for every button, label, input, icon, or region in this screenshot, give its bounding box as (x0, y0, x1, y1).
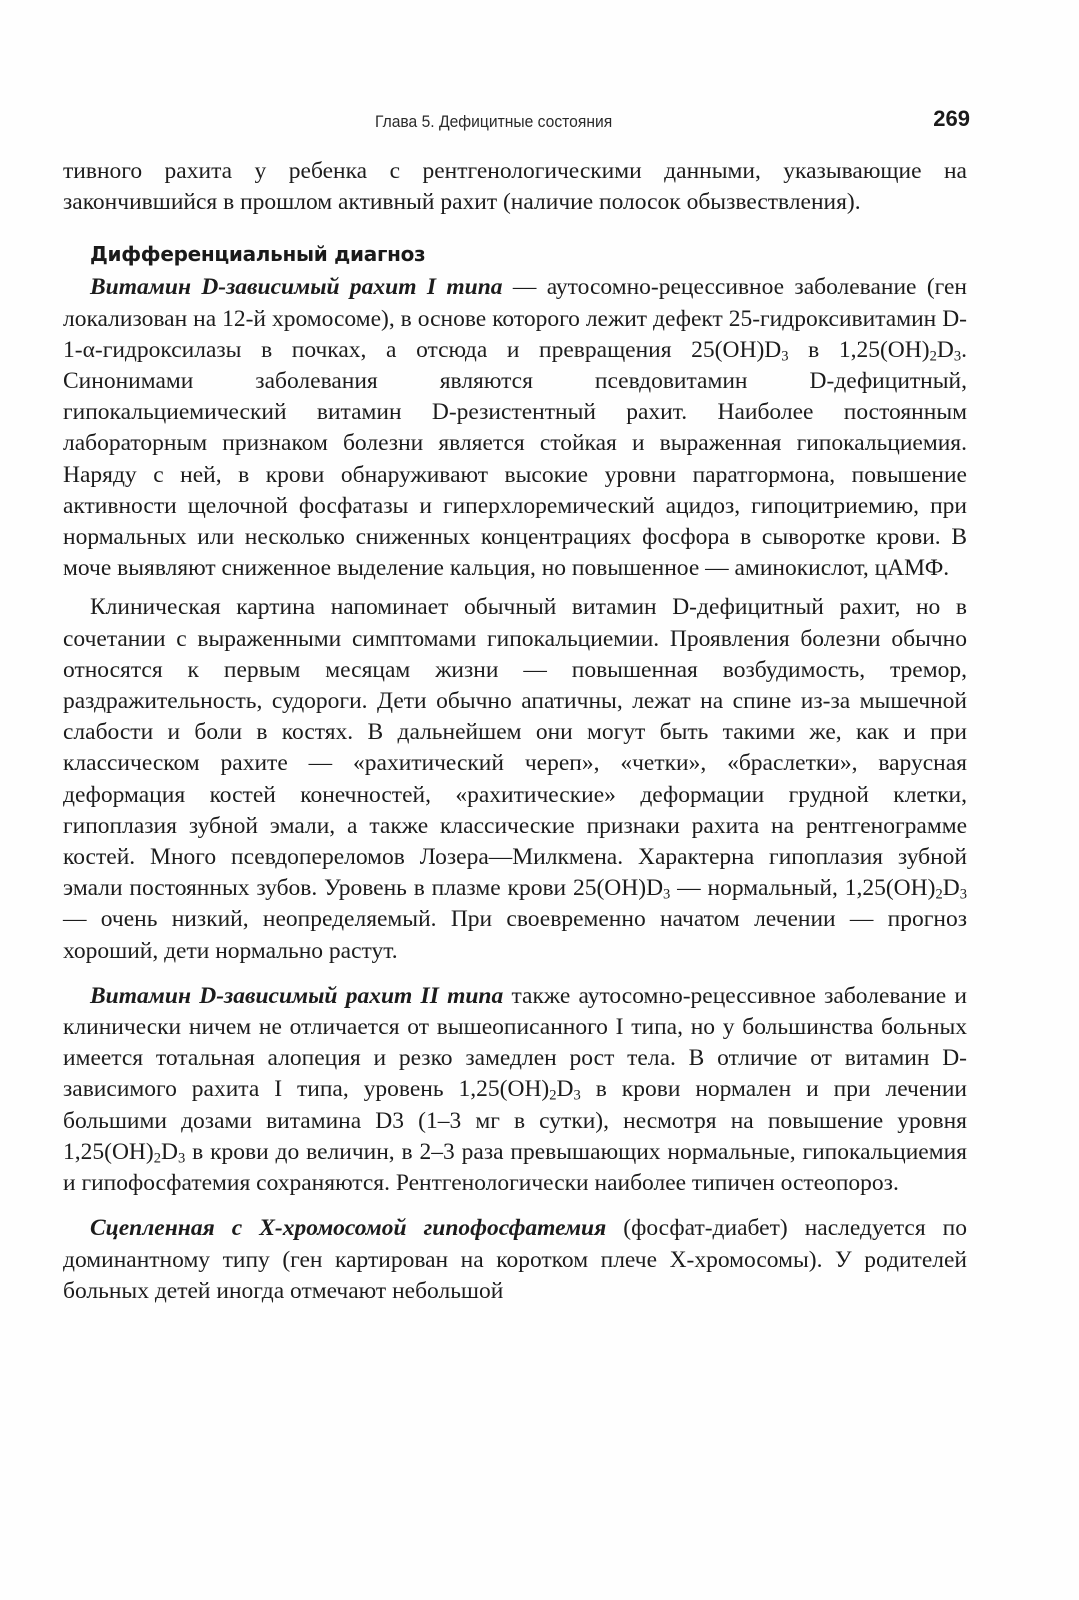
text-run: — аутосомно-рецессивное заболевание (ген локализован на 12-й хромосоме), в основе которого лежит дефект 25-гидроксивитамин D-1-α-гидроксилазы в почках, а отсюда и превращения 25(OH)D (63, 274, 967, 363)
subscript: 3 (959, 886, 967, 903)
paragraph-x-linked-hypophosphatemia (63, 1213, 967, 1307)
text-run: D (556, 1076, 574, 1103)
paragraph-vdr-type2 (63, 981, 967, 1199)
text-run: также аутосомно-рецессивное заболевание и клинически ничем не отличается от вышеописанного I типа, но у большинства больных имеется тотальная алопеция и резко замедлен рост тела. В отличие от витамин D-зависимого рахита I типа, уровень 1,25(OH) (63, 982, 967, 1103)
subscript: 3 (177, 1150, 186, 1167)
text-run: в крови до величин, в 2–3 раза превышающих нормальные, гипокальциемия и гипофосфатемия сохраняются. Рентгенологически наиболее типичен остеопороз. (63, 1138, 967, 1197)
text-run: D (942, 875, 960, 902)
text-run: — нормальный, 1,25(OH) (670, 875, 936, 902)
section-heading: Дифференциальный диагноз (90, 242, 426, 267)
page-body (63, 156, 967, 1307)
text-run: — очень низкий, неопределяемый. При своевременно начатом лечении — прогноз хороший, дети нормально растут. (63, 906, 967, 964)
term-x-linked-hypophosphatemia: Сцепленная с X-хромосомой гипофосфатемия (90, 1215, 607, 1242)
text-run: в крови нормален и при лечении большими дозами витамина D3 (1–3 мг в сутки), несмотря на повышение уровня 1,25(OH) (63, 1076, 968, 1165)
text-run: (фосфат-диабет) наследуется по доминантному типу (ген картирован на коротком плече X-хромосомы). У родителей больных детей иногда отмечают небольшой (63, 1215, 968, 1304)
term-vdr-type1: Витамин D-зависимый рахит I типа (90, 274, 503, 301)
subscript: 2 (549, 1088, 557, 1105)
paragraph-continued: тивного рахита у ребенка с рентгенологическими данными, указывающие на закончившийся в прошлом активный рахит (наличие полосок обызвествления). (63, 158, 967, 216)
text-run: Клиническая картина напоминает обычный витамин D-дефицитный рахит, но в сочетании с выраженными симптомами гипокальциемии. Проявления болезни обычно относятся к первым месяцам жизни — повышенная возбудимость, тремор, раздражительность, судороги. Дети обычно апатичны, лежат на спине из-за мышечной слабости и боли в костях. В дальнейшем они могут быть такими же, как и при классическом рахите — «рахитический череп», «четки», «браслетки», варусная деформация костей конечностей, «рахитические» деформации грудной клетки, гипоплазия зубной эмали, а также классические признаки рахита на рентгенограмме костей. Много псевдопереломов Лозера—Милкмена. Характерна гипоплазия зубной эмали постоянных зубов. Уровень в плазме крови 25(OH)D (63, 594, 967, 902)
text-run: D (936, 336, 954, 363)
term-vdr-type2: Витамин D-зависимый рахит II типа (90, 982, 504, 1009)
subscript: 3 (953, 348, 962, 365)
subscript: 3 (573, 1088, 581, 1105)
paragraph-vdr-type1 (63, 272, 967, 584)
subscript: 3 (781, 348, 789, 365)
page-number: 269 (933, 106, 970, 131)
subscript: 2 (935, 886, 943, 903)
text-run: D (161, 1138, 178, 1165)
text-run: . Синонимами заболевания являются псевдовитамин D-дефицитный, гипокальциемический витамин D-резистентный рахит. Наиболее постоянным лабораторным признаком болезни является стойкая и выраженная гипокальциемия. Наряду с ней, в крови обнаруживают высокие уровни паратгормона, повышение активности щелочной фосфатазы и гиперхлоремический ацидоз, гипоцитриемию, при нормальных или несколько сниженных концентрациях фосфора в сыворотке крови. В моче выявляют сниженное выделение кальция, но повышенное — аминокислот, цАМФ. (63, 336, 967, 582)
paragraph-clinical-picture (63, 592, 967, 966)
chapter-title: Глава 5. Дефицитные состояния (375, 112, 613, 131)
subscript: 2 (929, 348, 937, 365)
subscript: 3 (663, 886, 671, 903)
subscript: 2 (153, 1150, 161, 1167)
running-header (50, 104, 970, 140)
text-run: в 1,25(OH) (788, 336, 930, 363)
